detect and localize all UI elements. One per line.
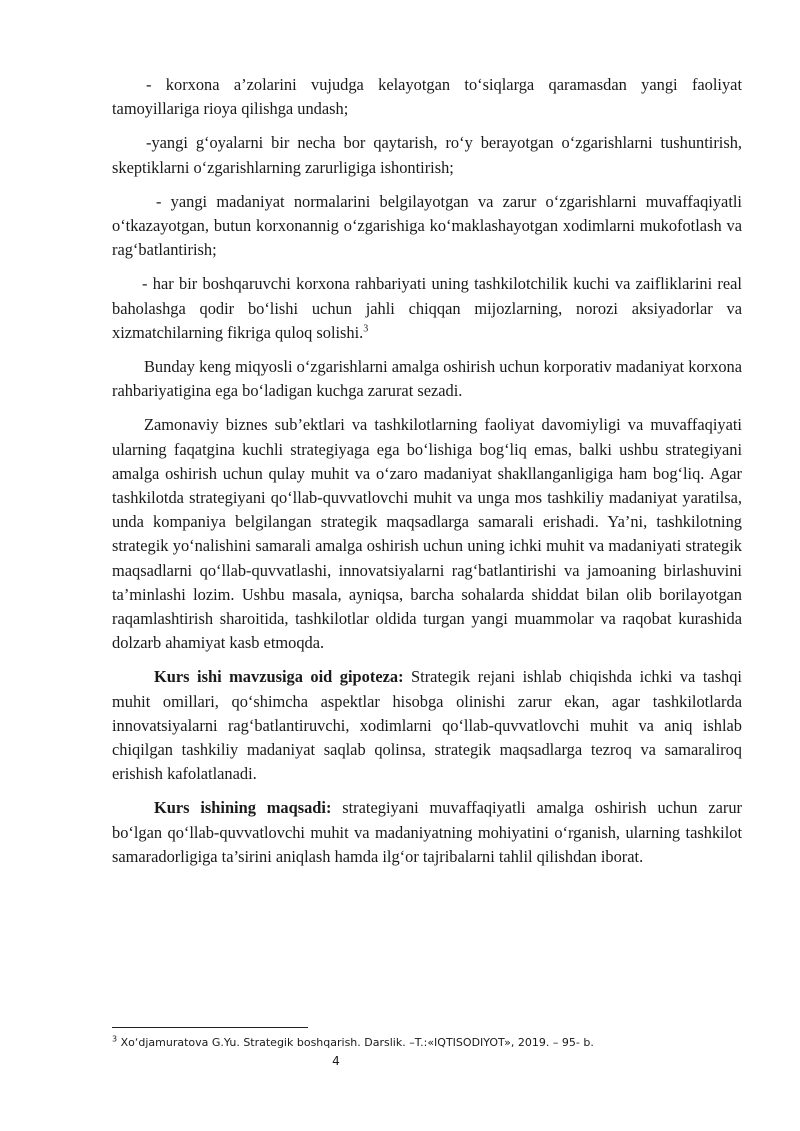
footnote-text: Xo‘djamuratova G.Yu. Strategik boshqarish. Darslik. –T.:«IQTISODIYOT», 2019. – 95- b. (117, 1036, 594, 1049)
paragraph-text: Bunday keng miqyosli o‘zgarishlarni amalga oshirish uchun korporativ madaniyat korxona rahbariyatigina ega bo‘ladigan kuchga zarurat sezadi. (112, 357, 742, 401)
paragraph-bullet-1 (112, 73, 742, 121)
goal-paragraph (112, 796, 742, 869)
goal-heading: Kurs ishining maqsadi: (154, 798, 332, 818)
footnote-separator (112, 1027, 308, 1028)
footnote-reference[interactable]: 3 (363, 323, 369, 335)
hypothesis-heading: Kurs ishi mavzusiga oid gipoteza: (154, 667, 404, 687)
footnote-number: 3 (112, 1034, 118, 1044)
paragraph-text: - korxona a’zolarini vujudga kelayotgan to‘siqlarga qaramasdan yangi faoliyat tamoyillariga rioya qilishga undash; (112, 75, 742, 119)
hypothesis-paragraph (112, 665, 742, 786)
paragraph-text: Zamonaviy biznes sub’ektlari va tashkilotlarning faoliyat davomiyligi va muvaffaqiyati ularning faqatgina kuchli strategiyaga ega bo‘lishiga bog‘liq emas, balki ushbu strategiyani amalga oshirish uchun qulay muhit va o‘zaro madaniyat shakllanganligiga ham bog‘liq. Agar tashkilotda strategiyani qo‘llab-quvvatlovchi muhit va unga mos tashkiliy madaniyat yaratilsa, unda kompaniya belgilangan strategik maqsadlarga samarali erishadi. Ya’ni, tashkilotning strategik yo‘nalishini samarali amalga oshirish uchun uning ichki muhit va madaniyati strategik maqsadlarni qo‘llab-quvvatlashi, innovatsiyalarni rag‘batlantirishi va jamoaning birlashuvini ta’minlashi lozim. Ushbu masala, ayniqsa, barcha sohalarda shiddat bilan olib borilayotgan raqamlashtirish sharoitida, tashkilotlar oldida turgan yangi muammolar va raqobat kurashida dolzarb ahamiyat kasb etmoqda. (112, 415, 742, 653)
paragraph-6 (112, 413, 742, 655)
paragraph-text: - har bir boshqaruvchi korxona rahbariyati uning tashkilotchilik kuchi va zaifliklarini real baholashga qodir bo‘lishi uchun jahli chiqqan mijozlarning, norozi aksiyadorlar va xizmatchilarning fikriga quloq solishi. (112, 274, 742, 342)
page-number: 4 (332, 1054, 340, 1068)
paragraph-text: -yangi g‘oyalarni bir necha bor qaytarish, ro‘y berayotgan o‘zgarishlarni tushuntirish, skeptiklarni o‘zgarishlarning zarurligiga ishontirish; (112, 133, 742, 177)
paragraph-5 (112, 355, 742, 403)
footnote (112, 1036, 742, 1049)
paragraph-text: strategiyani muvaffaqiyatli amalga oshirish uchun zarur bo‘lgan qo‘llab-quvvatlovchi muhit va madaniyatning mohiyatini o‘rganish, ularning tashkilot samaradorligiga ta’sirini aniqlash hamda ilg‘or tajribalarni tahlil qilishdan iborat. (112, 798, 742, 866)
paragraph-text: Strategik rejani ishlab chiqishda ichki va tashqi muhit omillari, qo‘shimcha aspektlar hisobga olinishi zarur ekan, agar tashkilotlarda innovatsiyalarni rag‘batlantiruvchi, xodimlarni qo‘llab-quvvatlovchi muhit va aniq ishlab chiqilgan tashkiliy madaniyat saqlab qolinsa, strategik maqsadlarga tezroq va samaraliroq erishish kafolatlanadi. (112, 667, 742, 784)
paragraph-text: - yangi madaniyat normalarini belgilayotgan va zarur o‘zgarishlarni muvaffaqiyatli o‘tkazayotgan, butun korxonannig o‘zgarishiga ko‘maklashayotgan xodimlarni mukofotlash va rag‘batlantirish; (112, 191, 742, 260)
paragraph-bullet-2 (112, 131, 742, 179)
paragraph-bullet-3 (112, 190, 742, 263)
body-text (112, 73, 742, 879)
paragraph-bullet-4 (112, 272, 742, 345)
